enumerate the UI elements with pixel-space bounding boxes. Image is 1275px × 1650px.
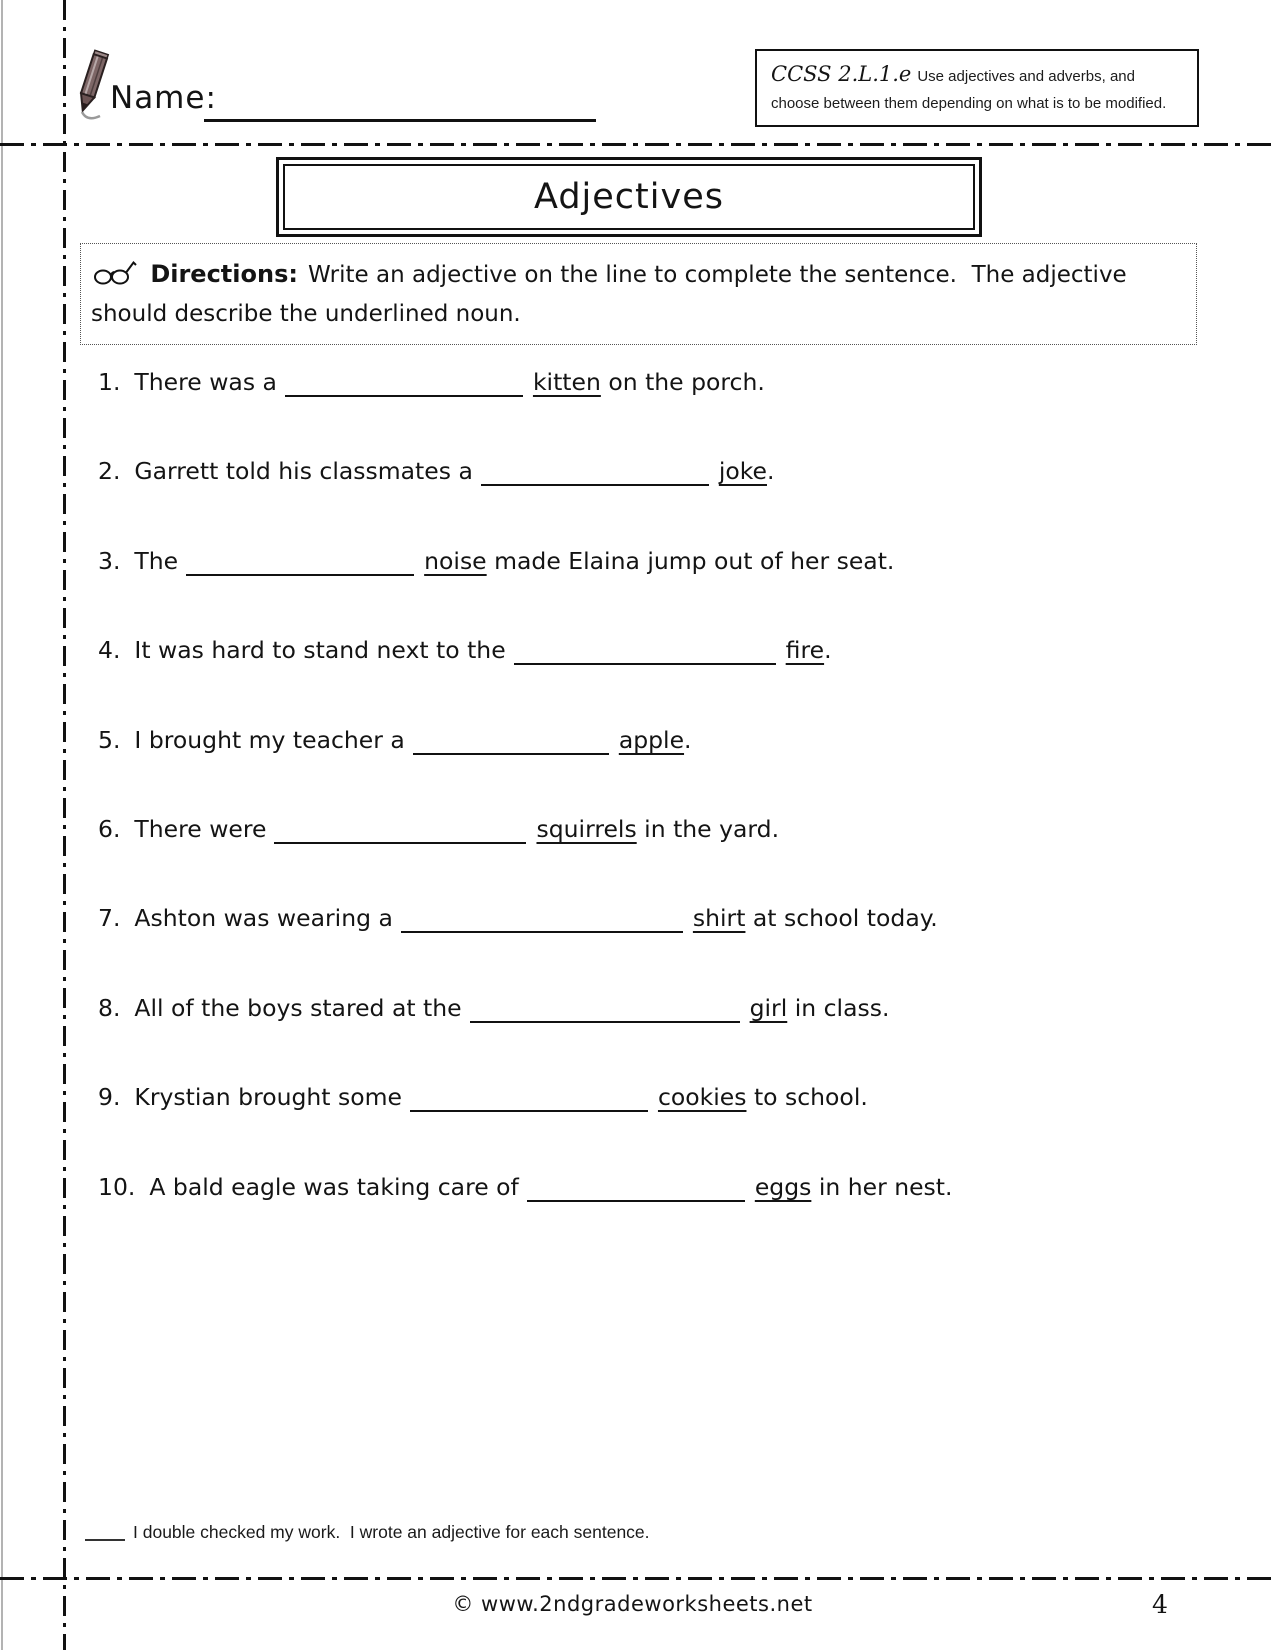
sentence-row — [98, 1173, 1235, 1202]
sentence-text-pre: There was a — [134, 368, 277, 396]
sentence-number: 8. — [98, 994, 121, 1022]
page-number: 4 — [1152, 1590, 1168, 1619]
sentence-text-pre: It was hard to stand next to the — [134, 636, 506, 664]
self-check-line — [85, 1522, 650, 1543]
sentence-text-post: . — [684, 726, 692, 754]
sentence-row — [98, 994, 1235, 1023]
sentence-number: 1. — [98, 368, 121, 396]
underlined-noun: cookies — [657, 1083, 747, 1111]
sentence-number: 6. — [98, 815, 121, 843]
sentence-row — [98, 726, 1235, 755]
page-title: Adjectives — [534, 177, 724, 217]
adjective-blank-line — [186, 554, 414, 576]
underlined-noun: girl — [749, 994, 788, 1022]
sentence-text-post: made Elaina jump out of her seat. — [486, 547, 895, 575]
sentence-number: 2. — [98, 457, 121, 485]
sentence-number: 9. — [98, 1083, 121, 1111]
adjective-blank-line — [514, 643, 776, 665]
sentence-text-post: . — [766, 457, 775, 485]
sentence-text-post: in class. — [787, 994, 890, 1022]
self-check-blank — [85, 1525, 125, 1541]
sentence-number: 10. — [98, 1173, 136, 1201]
sentence-number: 3. — [98, 547, 121, 575]
self-check-text: I double checked my work. I wrote an adjective for each sentence. — [133, 1522, 650, 1542]
sentence-row — [98, 904, 1235, 933]
underlined-noun: fire — [785, 636, 825, 664]
sentence-row — [98, 1083, 1235, 1112]
sentence-row — [98, 457, 1235, 486]
sentence-list — [98, 0, 1235, 1650]
underlined-noun: noise — [424, 547, 487, 575]
sentence-number: 5. — [98, 726, 121, 754]
sentence-number: 4. — [98, 636, 121, 664]
footer-credit: © www.2ndgradeworksheets.net — [452, 1592, 813, 1616]
sentence-row — [98, 368, 1235, 397]
adjective-blank-line — [481, 464, 709, 486]
adjective-blank-line — [527, 1180, 745, 1202]
name-label: Name: — [110, 80, 217, 116]
sentence-text-pre: The — [134, 547, 179, 575]
left-dashdot-border — [63, 0, 66, 1650]
underlined-noun: kitten — [532, 368, 601, 396]
adjective-blank-line — [401, 911, 683, 933]
sentence-text-post: in the yard. — [636, 815, 780, 843]
underlined-noun: shirt — [692, 904, 746, 932]
sentence-text-pre: There were — [134, 815, 267, 843]
underlined-noun: joke — [718, 457, 767, 485]
sentence-row — [98, 636, 1235, 665]
sentence-text-post: at school today. — [745, 904, 938, 932]
underlined-noun: eggs — [754, 1173, 812, 1201]
sentence-text-post: on the porch. — [600, 368, 765, 396]
sentence-text-pre: A bald eagle was taking care of — [149, 1173, 519, 1201]
sentence-row — [98, 547, 1235, 576]
sentence-text-pre: Krystian brought some — [134, 1083, 402, 1111]
sentence-number: 7. — [98, 904, 121, 932]
sentence-text-pre: Garrett told his classmates a — [134, 457, 473, 485]
adjective-blank-line — [413, 733, 609, 755]
sentence-text-pre: Ashton was wearing a — [134, 904, 393, 932]
underlined-noun: squirrels — [536, 815, 637, 843]
adjective-blank-line — [274, 822, 526, 844]
sentence-row — [98, 815, 1235, 844]
sentence-text-pre: All of the boys stared at the — [134, 994, 462, 1022]
adjective-blank-line — [285, 375, 523, 397]
sentence-text-pre: I brought my teacher a — [134, 726, 405, 754]
sentence-text-post: . — [824, 636, 832, 664]
ccss-code: CCSS 2.L.1.e — [771, 62, 912, 86]
ccss-text: Use adjectives and adverbs, and choose between them depending on what is to be modified. — [771, 68, 1167, 112]
scan-edge-line — [1, 0, 3, 1650]
underlined-noun: apple — [618, 726, 685, 754]
directions-label: Directions: — [150, 260, 298, 288]
adjective-blank-line — [410, 1090, 648, 1112]
sentence-text-post: to school. — [746, 1083, 868, 1111]
sentence-text-post: in her nest. — [811, 1173, 953, 1201]
directions-text: Write an adjective on the line to complete the sentence. The adjective should describe the underlined noun. — [91, 262, 1127, 327]
adjective-blank-line — [470, 1001, 740, 1023]
